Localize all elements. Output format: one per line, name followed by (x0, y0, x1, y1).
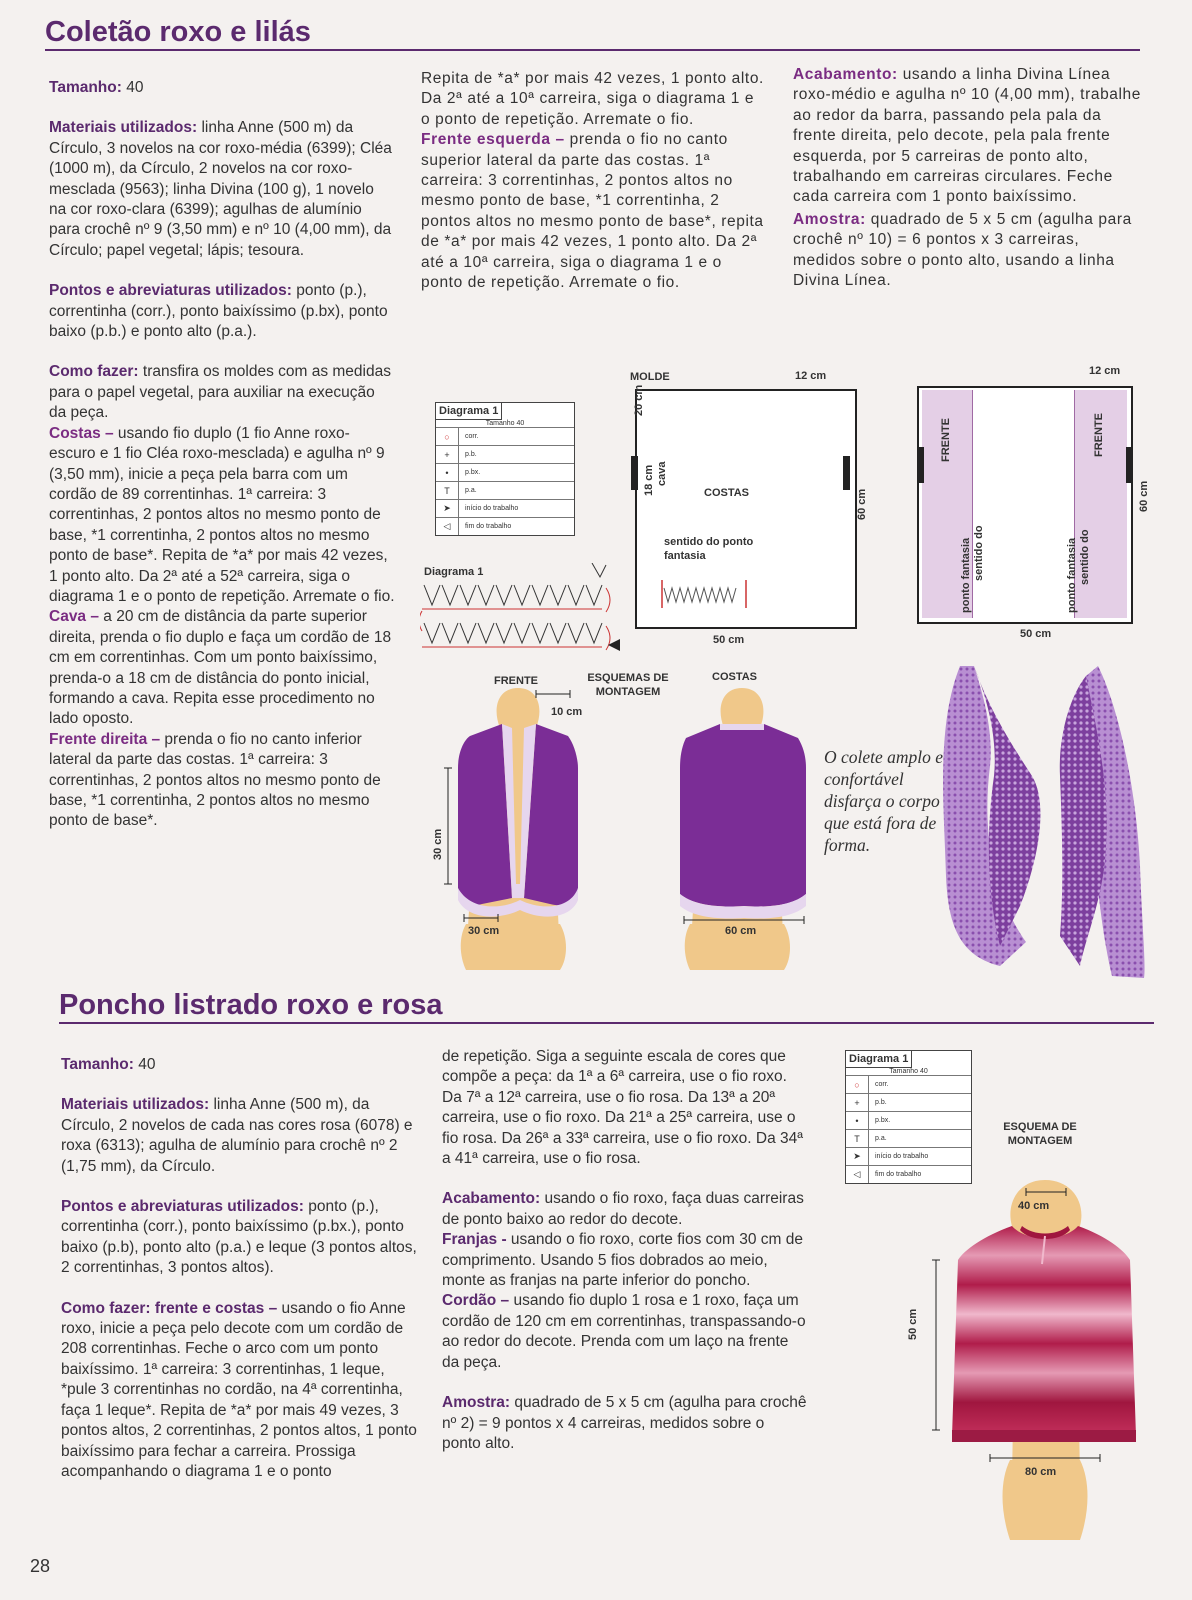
legend-desc: corr. (875, 1081, 889, 1088)
acabamento-label: Acabamento: (793, 66, 898, 83)
chain-symbol-icon: ○ (436, 428, 459, 445)
double-crochet-symbol-icon: T (436, 482, 459, 499)
s2-esquema-title: ESQUEMA DE MONTAGEM (1003, 1121, 1077, 1147)
frente-mark-right (1126, 447, 1133, 483)
molde2-top-dim: 12 cm (1089, 365, 1121, 377)
s2-col2-intro: de repetição. Siga a seguinte escala de cores que compõe a peça: da 1ª a 6ª carreira, use o fio roxo. Da 7ª a 12ª carreira, use o fio rosa. Da 13ª a 20ª carreira, use o fio roxo. Da 21ª a 25ª carreira, use o fio rosa. Da 26ª a 33ª carreira, use o fio roxo. Da 34ª a 41ª carreira, use o fio rosa. (442, 1048, 803, 1168)
s2-amostra-label: Amostra: (442, 1394, 511, 1412)
col1-text (49, 78, 395, 832)
armhole-mark-left (631, 456, 638, 490)
section-title: Coletão roxo e lilás (45, 16, 311, 48)
frente-direita-text: prenda o fio no canto inferior lateral da parte das costas. 1ª carreira: 3 correntinhas, 2 pontos altos no mesmo ponto de base, *1 correntinha, 2 pontos altos no mesmo ponto de base*. (49, 730, 381, 830)
esquema-dim-60: 60 cm (725, 925, 757, 937)
diagram-legend-title: Diagrama 1 (436, 403, 502, 420)
molde-sentido: sentido do ponto fantasia (664, 536, 754, 562)
s2-como-label: Como fazer: frente e costas – (61, 1299, 278, 1317)
s2-pontos-label: Pontos e abreviaturas utilizados: (61, 1198, 304, 1216)
chain-symbol-icon: ○ (846, 1076, 869, 1093)
molde-dim-60: 60 cm (856, 488, 868, 520)
tamanho-value: 40 (121, 79, 144, 96)
acabamento-text: usando a linha Divina Línea roxo-médio e agulha nº 10 (4,00 mm), trabalhe ao redor da barra, passando pela pala da frente direita, pelo decote, pela pala frente esquerda, por 5 carreiras de ponto alto, trabalhando em carreiras circulares. Feche cada carreira com 1 ponto baixíssimo. (793, 66, 1141, 206)
s2-amostra-text: quadrado de 5 x 5 cm (agulha para crochê nº 2) = 9 pontos x 4 carreiras, medidos sobre o ponto alto. (442, 1394, 807, 1452)
s2-franjas-text: usando o fio roxo, corte fios com 30 cm de comprimento. Usando 5 fios dobrados ao meio, monte as franjas na parte inferior do poncho. (442, 1231, 803, 1290)
s2-col2-text (442, 1047, 807, 1454)
s2-como-text: usando o fio Anne roxo, inicie a peça pelo decote com um cordão de 208 correntinhas. Feche o arco com um ponto baixíssimo. 1ª carreira: 3 correntinhas, 1 leque, *pule 3 correntinhas no cordão, na 4ª correntinha, faça 1 leque*. Repita de *a* por mais 49 vezes, 3 pontos altos, 2 correntinhas, 2 pontos altos, 1 ponto baixíssimo para fechar a carreira. Prossiga acompanhando o diagrama 1 e o ponto (61, 1299, 417, 1480)
legend-desc: fim do trabalho (875, 1171, 922, 1178)
s2-acabamento-text: usando o fio roxo, faça duas carreiras de ponto baixo ao redor do decote. (442, 1190, 804, 1228)
como-label: Como fazer: (49, 363, 139, 381)
esquema-dim-30v: 30 cm (432, 828, 444, 860)
section2-rule (59, 1022, 1154, 1024)
s2-col1-text (61, 1055, 418, 1482)
stitch-chart (420, 563, 620, 658)
diagram-legend-subtitle: Tamanho 40 (485, 420, 525, 427)
s2-materiais-text: linha Anne (500 m), da Círculo, 2 novelos de cada nas cores rosa (6078) e roxa (6313); agulha de alumínio para crochê nº 2 (1,75 mm), da Círculo. (61, 1096, 413, 1175)
vest-front-diagram (440, 688, 600, 970)
cava-label: Cava – (49, 608, 99, 626)
frente-label-left: FRENTE (940, 418, 952, 462)
s2-franjas-label: Franjas - (442, 1231, 507, 1249)
poncho-dim-40: 40 cm (1018, 1200, 1050, 1212)
legend-desc: p.bx. (465, 469, 481, 476)
end-arrow-icon: ◁ (846, 1166, 869, 1183)
start-arrow-icon: ➤ (436, 500, 459, 517)
tamanho-label: Tamanho: (49, 79, 122, 96)
legend-desc: p.b. (875, 1099, 887, 1106)
frente-label-right: FRENTE (1093, 413, 1105, 457)
col2-intro: Repita de *a* por mais 42 vezes, 1 ponto alto. Da 2ª até a 10ª carreira, siga o diagrama 1 e o ponto de repetição. Arremate o fio. (421, 70, 764, 128)
poncho-dim-50: 50 cm (907, 1308, 919, 1340)
double-crochet-symbol-icon: T (846, 1130, 869, 1147)
legend-desc: p.bx. (875, 1117, 891, 1124)
s2-cordao-label: Cordão – (442, 1292, 510, 1310)
s2-diagram-legend-title: Diagrama 1 (846, 1051, 912, 1068)
legend-desc: p.a. (465, 487, 477, 494)
poncho-dim-80: 80 cm (1025, 1466, 1057, 1478)
frente-direita-label: Frente direita – (49, 730, 161, 748)
stitch-chart-label: Diagrama 1 (424, 566, 484, 578)
molde-costas-label: COSTAS (704, 487, 750, 499)
molde-dim-18: 18 cm (643, 464, 655, 496)
s2-pontos-text: ponto (p.), correntinha (corr.), ponto baixíssimo (p.bx.), ponto baixo (p.b), ponto alto (p.a.) e leque (3 pontos altos, 2 correntinhas, 3 pontos altos). (61, 1198, 417, 1277)
single-crochet-symbol-icon: + (846, 1094, 869, 1111)
pontos-text: ponto (p.), correntinha (corr.), ponto baixíssimo (p.bx), ponto baixo (p.b.) e ponto alto (p.a.). (49, 282, 388, 341)
legend-desc: início do trabalho (465, 505, 519, 512)
frente-esquerda-label: Frente esquerda – (421, 131, 565, 149)
s2-diagram-legend-table (845, 1050, 972, 1184)
esquemas-title: ESQUEMAS DE MONTAGEM (587, 672, 669, 698)
amostra-label: Amostra: (793, 210, 866, 228)
single-crochet-symbol-icon: + (436, 446, 459, 463)
title-rule (45, 49, 1140, 51)
slip-stitch-symbol-icon: • (846, 1112, 869, 1129)
legend-desc: início do trabalho (875, 1153, 929, 1160)
col3-text (793, 65, 1143, 291)
s2-acabamento-label: Acabamento: (442, 1190, 541, 1208)
molde2-bottom-dim: 50 cm (1020, 628, 1052, 640)
s2-diagram-legend-subtitle: Tamanho 40 (889, 1068, 928, 1075)
molde-cava: cava (656, 461, 668, 486)
esquema-dim-30h: 30 cm (468, 925, 500, 937)
legend-desc: fim do trabalho (465, 523, 512, 530)
costas-label: Costas – (49, 424, 114, 442)
esquema-costas-label: COSTAS (712, 671, 758, 683)
page-number: 28 (30, 1556, 51, 1576)
sentido-left-a: sentido do (973, 525, 985, 581)
molde-bottom-dim: 50 cm (713, 634, 745, 646)
s2-tamanho-label: Tamanho: (61, 1056, 134, 1073)
molde-top-dim: 12 cm (795, 370, 827, 382)
section2-title: Poncho listrado roxo e rosa (59, 989, 443, 1021)
costas-text: usando fio duplo (1 fio Anne roxo-escuro e 1 fio Cléa roxo-mesclada) e agulha nº 9 (3,50 mm), inicie a peça pela barra com um cordão de 89 correntinhas. 1ª carreira: 3 correntinhas, 2 pontos altos no mesmo ponto de base, *1 correntinha, 2 pontos altos no mesmo ponto de base*. Repita de *a* por mais 42 vezes, 1 ponto alto. Da 2ª até a 52ª carreira, siga o diagrama 1 e o ponto de repetição. Arremate o fio. (49, 424, 395, 605)
molde2-dim-60: 60 cm (1138, 480, 1150, 512)
cava-text: a 20 cm de distância da parte superior direita, prenda o fio duplo e faça um cordão de 18 cm em correntinhas. Com um ponto baixíssimo, prenda-o a 18 cm de distância do ponto inicial, formando a cava. Repita esse procedimento no lado oposto. (49, 608, 392, 728)
como-text: transfira os moldes com as medidas para o papel vegetal, para auxiliar na execução da peça. (49, 363, 391, 422)
col2-text (421, 69, 766, 293)
materiais-label: Materiais utilizados: (49, 119, 198, 137)
esquema-frente-label: FRENTE (494, 675, 538, 687)
pontos-label: Pontos e abreviaturas utilizados: (49, 282, 292, 300)
legend-desc: p.b. (465, 451, 477, 458)
s2-materiais-label: Materiais utilizados: (61, 1096, 210, 1114)
s2-tamanho-value: 40 (133, 1056, 156, 1073)
end-arrow-icon: ◁ (436, 518, 459, 535)
s2-cordao-text: usando fio duplo 1 rosa e 1 roxo, faça um cordão de 120 cm em correntinhas, transpassando-o ao redor do decote. Prenda com um laço na frente da peça. (442, 1292, 806, 1371)
diagram-legend-table (435, 402, 575, 536)
materiais-text: linha Anne (500 m) da Círculo, 3 novelos na cor roxo-média (6399); Cléa (1000 m), da Círculo, 2 novelos na cor roxo-mesclada (9563); linha Divina (100 g), 1 novelo na cor roxo-clara (6399); agulhas de alumínio para crochê nº 9 (3,50 mm) e nº 10 (4,00 mm), da Círculo; papel vegetal; lápis; tesoura. (49, 119, 392, 259)
start-arrow-icon: ➤ (846, 1148, 869, 1165)
esquema-dim-10: 10 cm (551, 706, 583, 718)
armhole-mark-right (843, 456, 850, 490)
slip-stitch-symbol-icon: • (436, 464, 459, 481)
amostra-text: quadrado de 5 x 5 cm (agulha para crochê nº 10) = 6 pontos x 3 carreiras, medidos sobre o ponto alto, usando a linha Divina Línea. (793, 210, 1132, 290)
molde-stitch-sample (660, 580, 750, 610)
vest-photo (940, 666, 1156, 980)
sentido-left-b: ponto fantasia (960, 537, 972, 613)
frente-mark-left (917, 447, 924, 483)
vest-caption: O colete amplo e confortável disfarça o corpo que está fora de forma. (824, 747, 944, 855)
sentido-right-b: ponto fantasia (1066, 537, 1078, 613)
legend-desc: corr. (465, 433, 479, 440)
molde-dim-20: 20 cm (633, 384, 645, 416)
frente-esquerda-text: prenda o fio no canto superior lateral da parte das costas. 1ª carreira: 3 correntinhas, 2 pontos altos no mesmo ponto de base, *1 correntinha, 2 pontos altos no mesmo ponto de base*, repita de *a* por mais 42 vezes, 1 ponto alto. Da 2ª até a 10ª carreira, siga o diagrama 1 e o ponto de repetição. Arremate o fio. (421, 131, 764, 292)
legend-desc: p.a. (875, 1135, 887, 1142)
molde-title: MOLDE (630, 371, 670, 383)
sentido-right-a: sentido do (1079, 529, 1091, 585)
poncho-diagram (930, 1180, 1160, 1540)
